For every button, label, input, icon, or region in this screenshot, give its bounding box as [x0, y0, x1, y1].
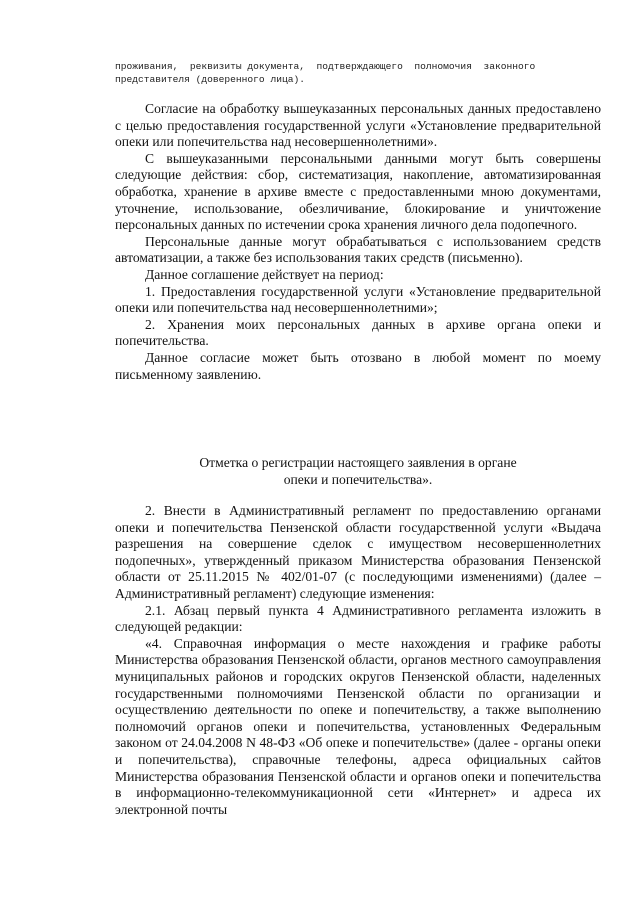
registration-note-line-2: опеки и попечительства».: [283, 471, 433, 487]
amendment-section: [115, 503, 601, 818]
consent-section: [115, 101, 601, 383]
registration-note-line-1: Отметка о регистрации настоящего заявления в органе: [199, 455, 517, 470]
consent-period-item-2: 2. Хранения моих персональных данных в архиве органа опеки и попечительства.: [115, 316, 601, 349]
consent-revoke-paragraph: Данное согласие может быть отозвано в любой момент по моему письменному заявлению.: [115, 349, 601, 382]
amendment-paragraph-2: 2. Внести в Административный регламент по предоставлению органами опеки и попечительства Пензенской области государственной услуги «Выдача разрешения на совершение сделок с имуществом несовершеннолетних подопечных», утвержденный приказом Министерства образования Пензенской области от 25.11.2015 № 402/01-07 (с последующими изменениями) (далее – Административный регламент) следующие изменения:: [115, 503, 601, 601]
header-line-1: проживания, реквизиты документа, подтверждающего полномочия законного: [115, 61, 536, 72]
registration-note: [115, 455, 601, 488]
consent-automation-paragraph: Персональные данные могут обрабатываться с использованием средств автоматизации, а также без использования таких средств (письменно).: [115, 233, 601, 266]
amendment-paragraph-4-text: «4. Справочная информация о месте нахождения и графике работы Министерства образования Пензенской области, органов местного самоуправления муниципальных районов и городских округов Пензенской области, наделенных государственными полномочиями Пензенской области по организации и осуществлению деятельности по опеке и попечительству, а также выполнению полномочий органов опеки и попечительства, установленных Федеральным законом от 24.04.2008 N 48-ФЗ «Об опеке и попечительстве» (далее - органы опеки и попечительства), справочные телефоны, адреса официальных сайтов Министерства образования Пензенской области и органов опеки и попечительства в информационно-телекоммуникационной сети «Интернет» и адреса их электронной почты: [115, 635, 601, 817]
amendment-paragraph-2-1: 2.1. Абзац первый пункта 4 Административного регламента изложить в следующей редакции:: [115, 602, 601, 635]
consent-purpose-paragraph: Согласие на обработку вышеуказанных персональных данных предоставлено с целью предоставления государственной услуги «Установление предварительной опеки или попечительства над несовершеннолетними».: [115, 101, 601, 150]
consent-period-item-1: 1. Предоставления государственной услуги «Установление предварительной опеки или попечительства над несовершеннолетними»;: [115, 283, 601, 316]
header-line-2: представителя (доверенного лица).: [115, 74, 305, 85]
consent-period-paragraph: Данное соглашение действует на период:: [145, 266, 384, 282]
consent-actions-paragraph: С вышеуказанными персональными данными могут быть совершены следующие действия: сбор, систематизация, накопление, автоматизированная обработка, хранение в архиве вместе с предоставленными мною документами, уточнение, использование, обезличивание, блокирование и уничтожение персональных данных по истечении срока хранения личного дела подопечного.: [115, 150, 601, 233]
